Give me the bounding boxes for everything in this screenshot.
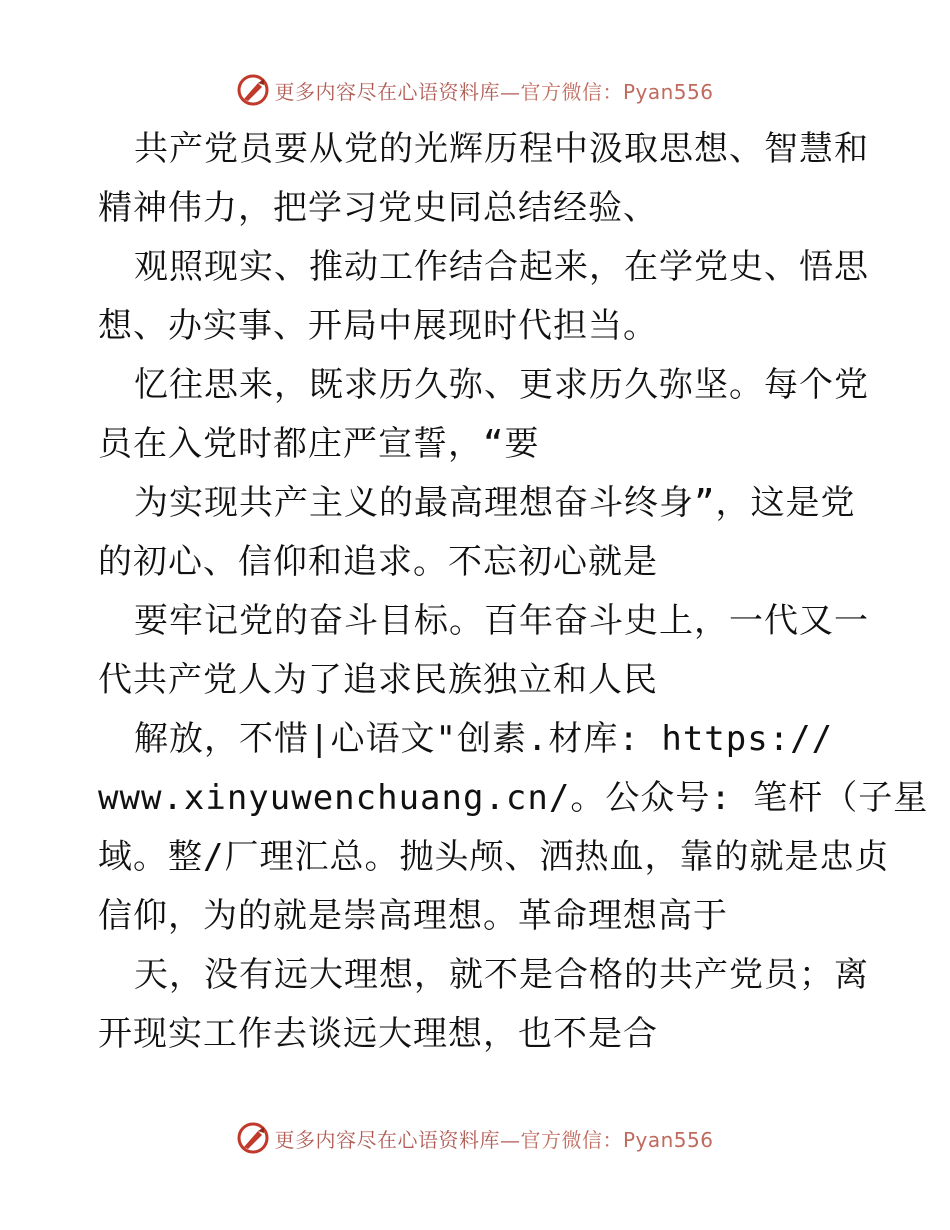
- text-line: 信仰，为的就是崇高理想。革命理想高于: [98, 896, 728, 936]
- text-line: 开现实工作去谈远大理想，也不是合: [98, 1014, 658, 1054]
- pen-nib-logo-icon: [236, 1121, 270, 1155]
- banner-main-text: 更多内容尽在心语资料库: [274, 1127, 500, 1152]
- header-banner: [0, 70, 950, 110]
- text-line: 域。整/厂理汇总。抛头颅、洒热血，靠的就是忠贞: [98, 837, 890, 877]
- text-line: 共产党员要从党的光辉历程中汲取思想、智慧和: [134, 129, 869, 169]
- pen-nib-logo-icon: [236, 73, 270, 107]
- text-line: 观照现实、推动工作结合起来，在学党史、悟思: [134, 247, 869, 287]
- text-line: www.xinyuwenchuang.cn/。公众号: 笔杆（子星: [98, 778, 929, 818]
- document-body: [98, 120, 929, 1064]
- text-line: 解放，不惜|心语文"创素.材库: https://: [134, 719, 834, 759]
- footer-banner: [0, 1118, 950, 1158]
- banner-separator: —: [499, 1127, 521, 1152]
- banner-main-text: 更多内容尽在心语资料库: [274, 79, 500, 104]
- text-line: 为实现共产主义的最高理想奋斗终身”，这是党: [134, 483, 856, 523]
- banner-separator: —: [499, 79, 521, 104]
- banner-wechat-text: 官方微信：Pyan556: [520, 79, 714, 104]
- banner-wechat-text: 官方微信：Pyan556: [520, 1127, 714, 1152]
- text-line: 天，没有远大理想，就不是合格的共产党员；离: [134, 955, 869, 995]
- text-line: 想、办实事、开局中展现时代担当。: [98, 306, 658, 346]
- text-line: 忆往思来，既求历久弥、更求历久弥坚。每个党: [134, 365, 869, 405]
- banner-text: [274, 76, 713, 105]
- text-line: 代共产党人为了追求民族独立和人民: [98, 660, 658, 700]
- text-line: 的初心、信仰和追求。不忘初心就是: [98, 542, 658, 582]
- banner-text: [274, 1124, 713, 1153]
- text-line: 精神伟力，把学习党史同总结经验、: [98, 188, 658, 228]
- text-line: 要牢记党的奋斗目标。百年奋斗史上，一代又一: [134, 601, 869, 641]
- text-line: 员在入党时都庄严宣誓，“要: [98, 424, 540, 464]
